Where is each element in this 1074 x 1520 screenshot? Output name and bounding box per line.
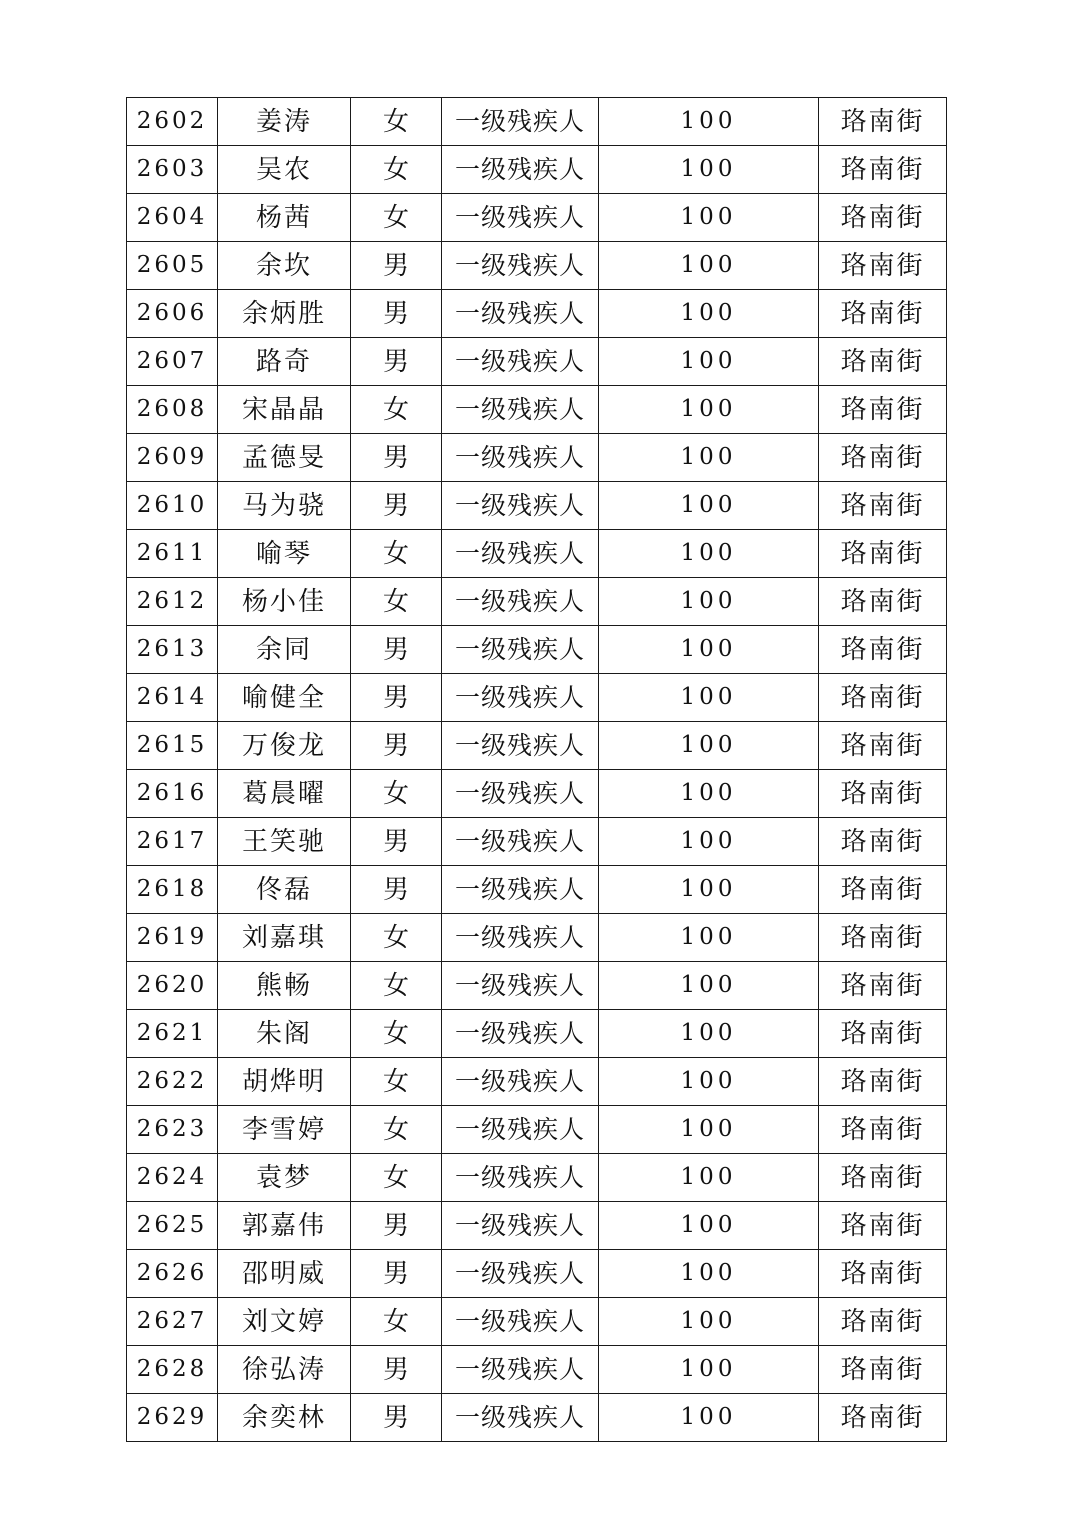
person-name-cell: 刘文婷: [218, 1298, 351, 1346]
disability-category-cell: 一级残疾人: [442, 98, 599, 146]
street-cell: 珞南街: [819, 770, 947, 818]
street-cell: 珞南街: [819, 338, 947, 386]
disability-category-cell: 一级残疾人: [442, 146, 599, 194]
table-row: [127, 626, 947, 674]
person-name-cell: 王笑驰: [218, 818, 351, 866]
table-row: [127, 98, 947, 146]
amount-cell: 100: [599, 242, 819, 290]
gender-cell: 女: [351, 962, 442, 1010]
amount-cell: 100: [599, 1346, 819, 1394]
person-name-cell: 吴农: [218, 146, 351, 194]
serial-number-cell: 2602: [127, 98, 218, 146]
street-cell: 珞南街: [819, 146, 947, 194]
table-row: [127, 674, 947, 722]
person-name-cell: 熊畅: [218, 962, 351, 1010]
serial-number-cell: 2618: [127, 866, 218, 914]
person-name-cell: 邵明威: [218, 1250, 351, 1298]
street-cell: 珞南街: [819, 530, 947, 578]
gender-cell: 女: [351, 1154, 442, 1202]
serial-number-cell: 2603: [127, 146, 218, 194]
table-row: [127, 1106, 947, 1154]
person-name-cell: 刘嘉琪: [218, 914, 351, 962]
serial-number-cell: 2617: [127, 818, 218, 866]
street-cell: 珞南街: [819, 386, 947, 434]
amount-cell: 100: [599, 146, 819, 194]
street-cell: 珞南街: [819, 1346, 947, 1394]
person-name-cell: 李雪婷: [218, 1106, 351, 1154]
gender-cell: 女: [351, 578, 442, 626]
street-cell: 珞南街: [819, 866, 947, 914]
amount-cell: 100: [599, 866, 819, 914]
amount-cell: 100: [599, 770, 819, 818]
amount-cell: 100: [599, 1250, 819, 1298]
table-row: [127, 386, 947, 434]
disability-category-cell: 一级残疾人: [442, 242, 599, 290]
amount-cell: 100: [599, 98, 819, 146]
amount-cell: 100: [599, 1010, 819, 1058]
gender-cell: 女: [351, 194, 442, 242]
gender-cell: 男: [351, 1346, 442, 1394]
person-name-cell: 袁梦: [218, 1154, 351, 1202]
disability-category-cell: 一级残疾人: [442, 194, 599, 242]
table-row: [127, 1058, 947, 1106]
street-cell: 珞南街: [819, 1394, 947, 1442]
serial-number-cell: 2610: [127, 482, 218, 530]
street-cell: 珞南街: [819, 962, 947, 1010]
disability-category-cell: 一级残疾人: [442, 818, 599, 866]
amount-cell: 100: [599, 290, 819, 338]
table-row: [127, 290, 947, 338]
street-cell: 珞南街: [819, 626, 947, 674]
gender-cell: 男: [351, 482, 442, 530]
amount-cell: 100: [599, 962, 819, 1010]
table-row: [127, 1346, 947, 1394]
serial-number-cell: 2605: [127, 242, 218, 290]
person-name-cell: 徐弘涛: [218, 1346, 351, 1394]
amount-cell: 100: [599, 626, 819, 674]
serial-number-cell: 2621: [127, 1010, 218, 1058]
serial-number-cell: 2612: [127, 578, 218, 626]
amount-cell: 100: [599, 1394, 819, 1442]
person-name-cell: 余奕林: [218, 1394, 351, 1442]
person-name-cell: 佟磊: [218, 866, 351, 914]
gender-cell: 男: [351, 338, 442, 386]
disability-category-cell: 一级残疾人: [442, 386, 599, 434]
serial-number-cell: 2627: [127, 1298, 218, 1346]
gender-cell: 男: [351, 434, 442, 482]
street-cell: 珞南街: [819, 194, 947, 242]
disability-category-cell: 一级残疾人: [442, 1202, 599, 1250]
person-name-cell: 姜涛: [218, 98, 351, 146]
amount-cell: 100: [599, 914, 819, 962]
serial-number-cell: 2614: [127, 674, 218, 722]
disability-category-cell: 一级残疾人: [442, 1010, 599, 1058]
disability-category-cell: 一级残疾人: [442, 338, 599, 386]
gender-cell: 男: [351, 1250, 442, 1298]
amount-cell: 100: [599, 1298, 819, 1346]
disability-category-cell: 一级残疾人: [442, 1058, 599, 1106]
person-name-cell: 余坎: [218, 242, 351, 290]
person-name-cell: 宋晶晶: [218, 386, 351, 434]
gender-cell: 女: [351, 1058, 442, 1106]
amount-cell: 100: [599, 674, 819, 722]
disability-category-cell: 一级残疾人: [442, 674, 599, 722]
table-row: [127, 866, 947, 914]
serial-number-cell: 2624: [127, 1154, 218, 1202]
table-row: [127, 146, 947, 194]
person-name-cell: 余同: [218, 626, 351, 674]
disability-category-cell: 一级残疾人: [442, 530, 599, 578]
disability-category-cell: 一级残疾人: [442, 1106, 599, 1154]
serial-number-cell: 2615: [127, 722, 218, 770]
serial-number-cell: 2622: [127, 1058, 218, 1106]
amount-cell: 100: [599, 194, 819, 242]
table-row: [127, 1010, 947, 1058]
street-cell: 珞南街: [819, 290, 947, 338]
table-row: [127, 1154, 947, 1202]
disability-category-cell: 一级残疾人: [442, 1298, 599, 1346]
gender-cell: 女: [351, 530, 442, 578]
person-name-cell: 喻健全: [218, 674, 351, 722]
person-name-cell: 万俊龙: [218, 722, 351, 770]
serial-number-cell: 2616: [127, 770, 218, 818]
table-row: [127, 434, 947, 482]
amount-cell: 100: [599, 1202, 819, 1250]
disability-category-cell: 一级残疾人: [442, 578, 599, 626]
person-name-cell: 朱阁: [218, 1010, 351, 1058]
amount-cell: 100: [599, 386, 819, 434]
gender-cell: 女: [351, 386, 442, 434]
gender-cell: 男: [351, 818, 442, 866]
amount-cell: 100: [599, 482, 819, 530]
street-cell: 珞南街: [819, 1010, 947, 1058]
street-cell: 珞南街: [819, 1202, 947, 1250]
person-name-cell: 孟德旻: [218, 434, 351, 482]
amount-cell: 100: [599, 434, 819, 482]
disability-category-cell: 一级残疾人: [442, 866, 599, 914]
gender-cell: 女: [351, 914, 442, 962]
disability-category-cell: 一级残疾人: [442, 434, 599, 482]
gender-cell: 男: [351, 242, 442, 290]
serial-number-cell: 2628: [127, 1346, 218, 1394]
roster-table: [126, 97, 947, 1442]
gender-cell: 男: [351, 722, 442, 770]
serial-number-cell: 2629: [127, 1394, 218, 1442]
table-row: [127, 1394, 947, 1442]
gender-cell: 女: [351, 1010, 442, 1058]
gender-cell: 女: [351, 1106, 442, 1154]
disability-category-cell: 一级残疾人: [442, 914, 599, 962]
amount-cell: 100: [599, 530, 819, 578]
table-row: [127, 482, 947, 530]
street-cell: 珞南街: [819, 1250, 947, 1298]
person-name-cell: 马为骁: [218, 482, 351, 530]
amount-cell: 100: [599, 1106, 819, 1154]
person-name-cell: 杨小佳: [218, 578, 351, 626]
amount-cell: 100: [599, 338, 819, 386]
serial-number-cell: 2607: [127, 338, 218, 386]
person-name-cell: 喻琴: [218, 530, 351, 578]
serial-number-cell: 2626: [127, 1250, 218, 1298]
disability-category-cell: 一级残疾人: [442, 722, 599, 770]
street-cell: 珞南街: [819, 98, 947, 146]
street-cell: 珞南街: [819, 434, 947, 482]
gender-cell: 男: [351, 626, 442, 674]
roster-table-body: [127, 98, 947, 1442]
gender-cell: 女: [351, 770, 442, 818]
serial-number-cell: 2625: [127, 1202, 218, 1250]
serial-number-cell: 2611: [127, 530, 218, 578]
disability-category-cell: 一级残疾人: [442, 1250, 599, 1298]
disability-category-cell: 一级残疾人: [442, 962, 599, 1010]
street-cell: 珞南街: [819, 1298, 947, 1346]
table-row: [127, 242, 947, 290]
person-name-cell: 葛晨曜: [218, 770, 351, 818]
person-name-cell: 路奇: [218, 338, 351, 386]
gender-cell: 男: [351, 1394, 442, 1442]
person-name-cell: 胡烨明: [218, 1058, 351, 1106]
person-name-cell: 杨茜: [218, 194, 351, 242]
table-row: [127, 530, 947, 578]
amount-cell: 100: [599, 578, 819, 626]
table-row: [127, 770, 947, 818]
serial-number-cell: 2609: [127, 434, 218, 482]
street-cell: 珞南街: [819, 914, 947, 962]
gender-cell: 女: [351, 146, 442, 194]
street-cell: 珞南街: [819, 242, 947, 290]
disability-category-cell: 一级残疾人: [442, 290, 599, 338]
amount-cell: 100: [599, 722, 819, 770]
table-row: [127, 338, 947, 386]
table-row: [127, 818, 947, 866]
table-row: [127, 1298, 947, 1346]
table-row: [127, 1202, 947, 1250]
serial-number-cell: 2608: [127, 386, 218, 434]
street-cell: 珞南街: [819, 482, 947, 530]
disability-category-cell: 一级残疾人: [442, 1394, 599, 1442]
serial-number-cell: 2604: [127, 194, 218, 242]
serial-number-cell: 2613: [127, 626, 218, 674]
table-row: [127, 194, 947, 242]
gender-cell: 女: [351, 98, 442, 146]
serial-number-cell: 2623: [127, 1106, 218, 1154]
table-row: [127, 578, 947, 626]
serial-number-cell: 2606: [127, 290, 218, 338]
table-row: [127, 722, 947, 770]
disability-category-cell: 一级残疾人: [442, 770, 599, 818]
gender-cell: 男: [351, 1202, 442, 1250]
table-row: [127, 962, 947, 1010]
disability-category-cell: 一级残疾人: [442, 626, 599, 674]
street-cell: 珞南街: [819, 818, 947, 866]
disability-category-cell: 一级残疾人: [442, 1154, 599, 1202]
table-row: [127, 1250, 947, 1298]
person-name-cell: 郭嘉伟: [218, 1202, 351, 1250]
person-name-cell: 余炳胜: [218, 290, 351, 338]
street-cell: 珞南街: [819, 578, 947, 626]
street-cell: 珞南街: [819, 674, 947, 722]
street-cell: 珞南街: [819, 1106, 947, 1154]
serial-number-cell: 2619: [127, 914, 218, 962]
table-row: [127, 914, 947, 962]
street-cell: 珞南街: [819, 1058, 947, 1106]
amount-cell: 100: [599, 818, 819, 866]
amount-cell: 100: [599, 1154, 819, 1202]
gender-cell: 女: [351, 1298, 442, 1346]
gender-cell: 男: [351, 290, 442, 338]
serial-number-cell: 2620: [127, 962, 218, 1010]
gender-cell: 男: [351, 866, 442, 914]
disability-category-cell: 一级残疾人: [442, 482, 599, 530]
disability-category-cell: 一级残疾人: [442, 1346, 599, 1394]
street-cell: 珞南街: [819, 1154, 947, 1202]
gender-cell: 男: [351, 674, 442, 722]
amount-cell: 100: [599, 1058, 819, 1106]
street-cell: 珞南街: [819, 722, 947, 770]
